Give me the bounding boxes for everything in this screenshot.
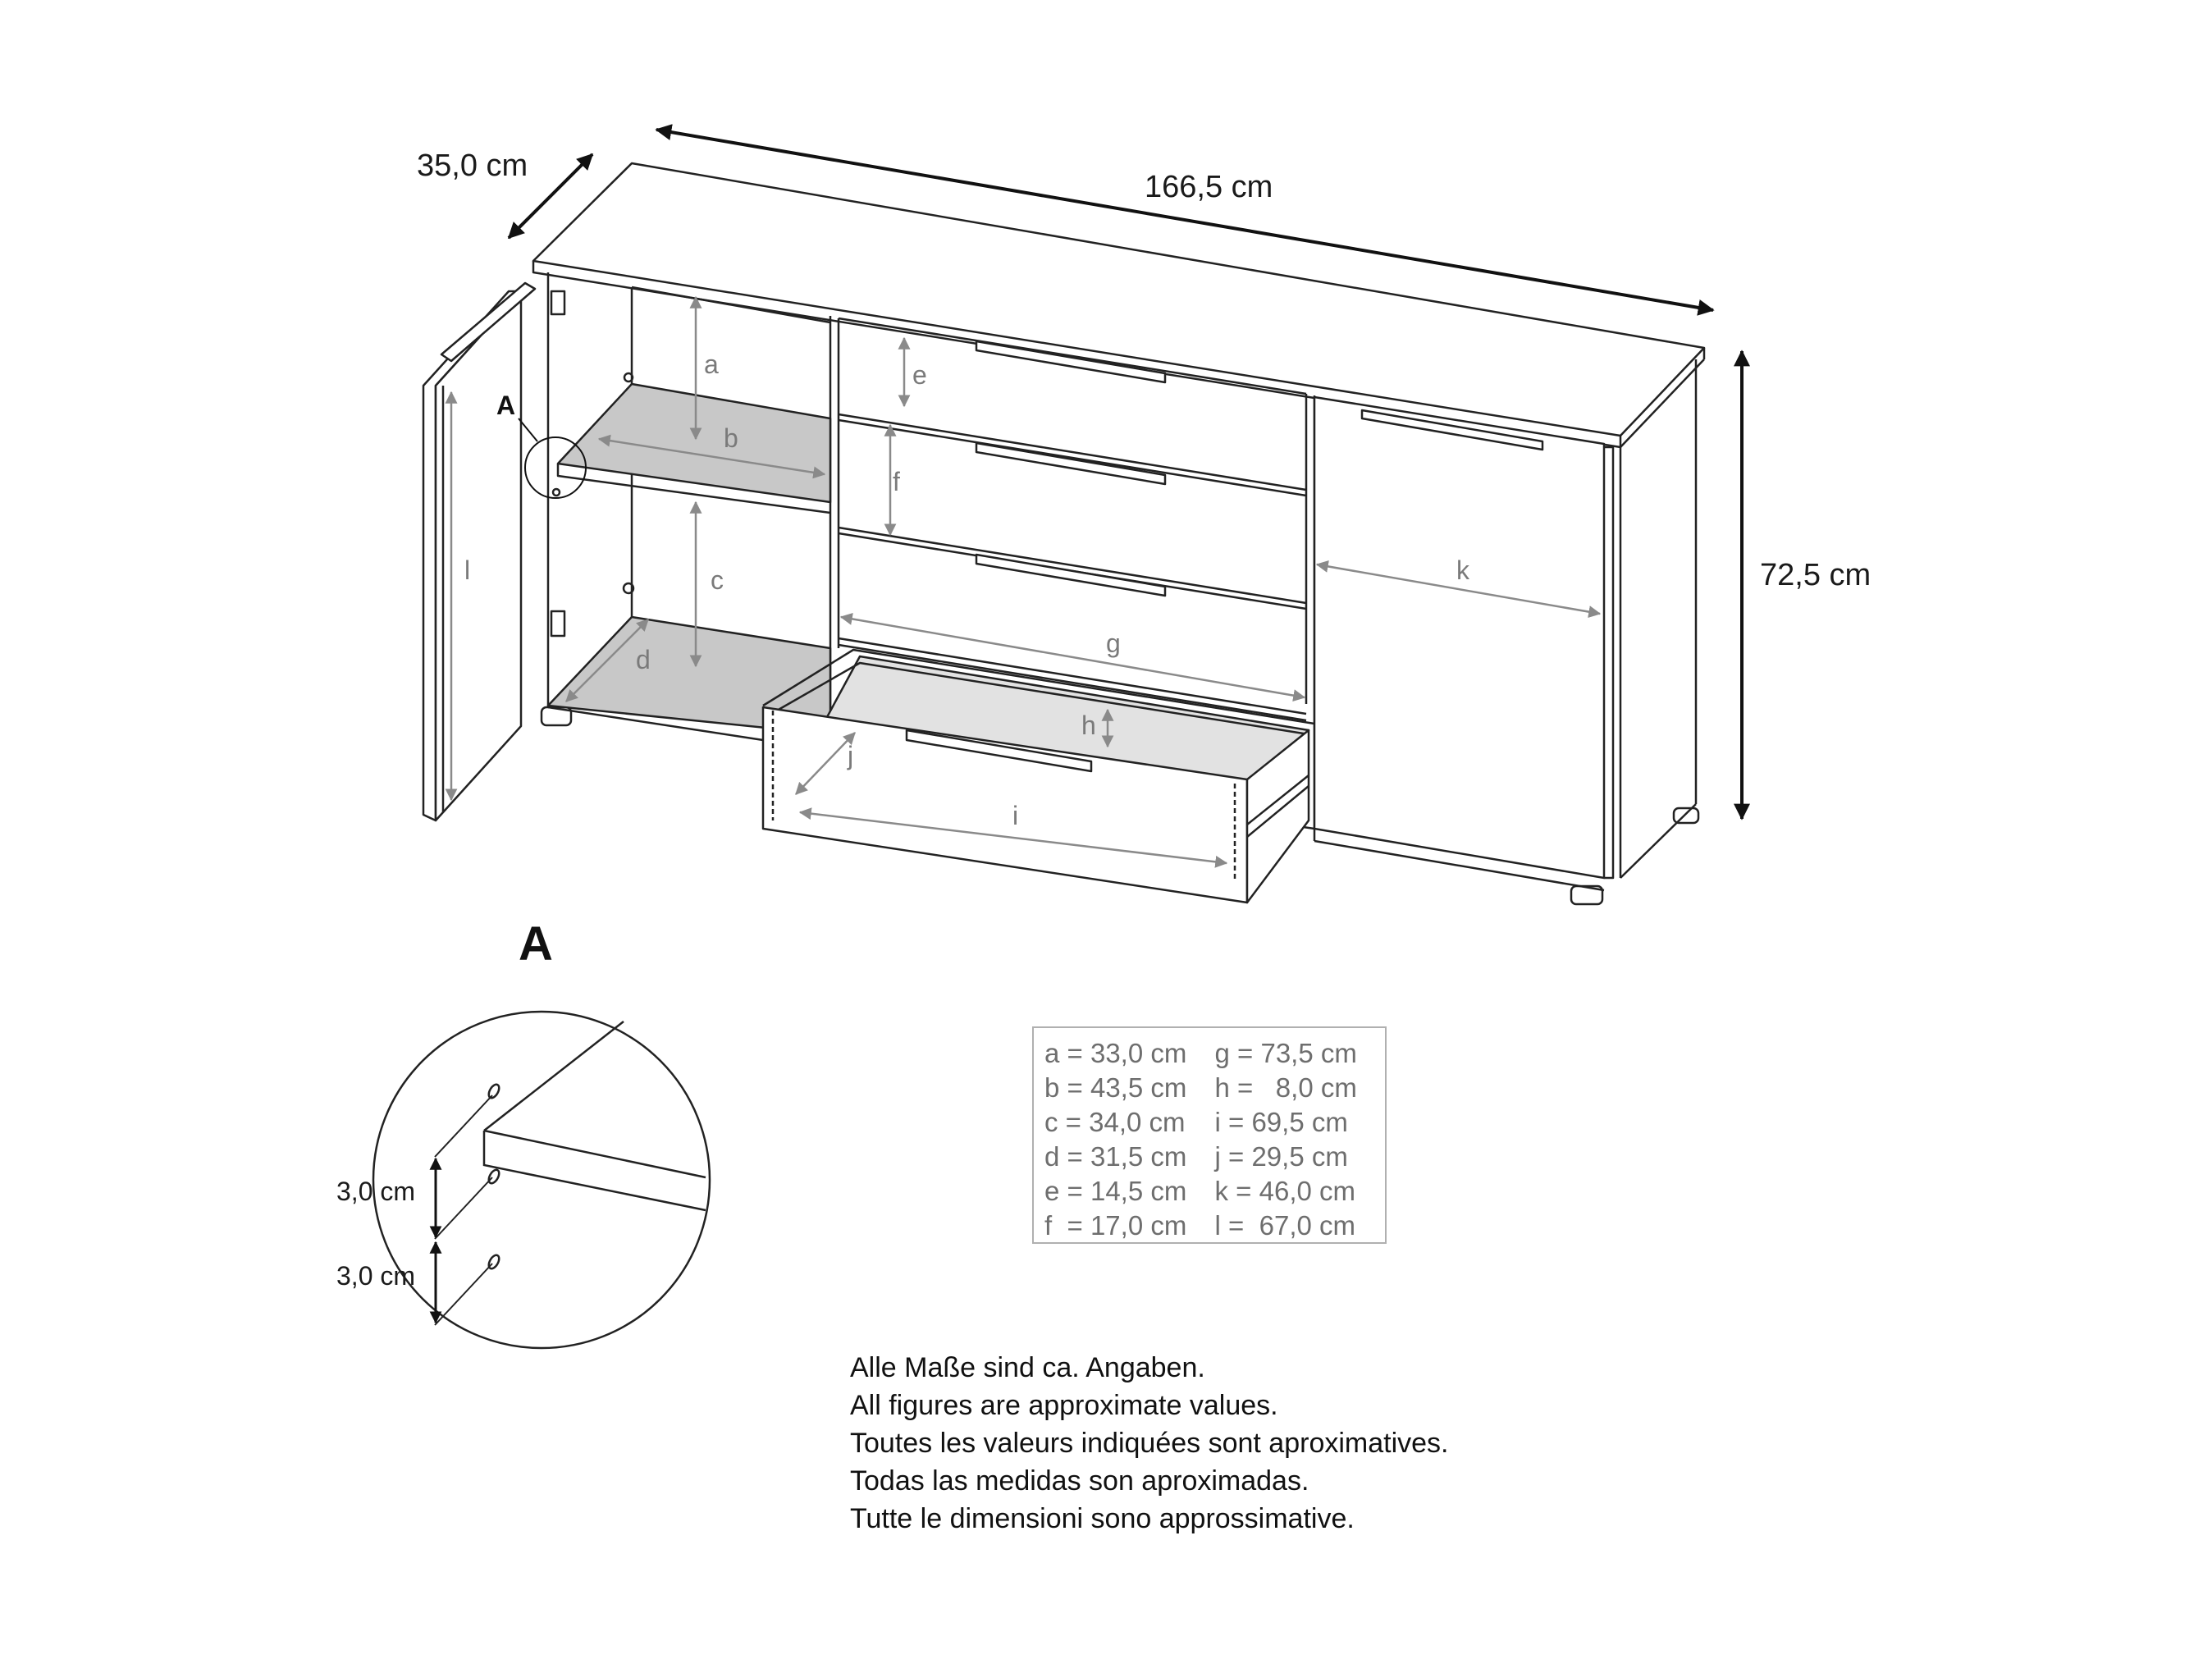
detail-circle (373, 1012, 710, 1348)
label-i: i (1012, 801, 1019, 830)
label-c: c (711, 565, 724, 595)
legend-entry: i = 69,5 cm (1214, 1107, 1348, 1137)
label-l: l (464, 555, 471, 585)
label-g: g (1106, 628, 1121, 658)
callout-a-label: A (496, 391, 516, 420)
top-panel (533, 163, 1704, 436)
note-german: Alle Maße sind ca. Angaben. (850, 1352, 1205, 1383)
legend-entry: f = 17,0 cm (1044, 1210, 1187, 1241)
dimension-legend (1032, 1026, 1387, 1244)
legend-entry: k = 46,0 cm (1214, 1176, 1355, 1206)
label-d: d (636, 645, 651, 674)
legend-row (1044, 1038, 1385, 1072)
legend-entry: h = 8,0 cm (1214, 1072, 1357, 1103)
depth-label: 35,0 cm (417, 149, 528, 183)
right-door (1314, 397, 1604, 878)
label-b: b (724, 423, 738, 453)
label-k: k (1456, 555, 1469, 585)
note-french: Toutes les valeurs indiquées sont aproximatives. (850, 1428, 1449, 1459)
detail-dim-upper: 3,0 cm (336, 1177, 416, 1206)
legend-entry: l = 67,0 cm (1214, 1210, 1355, 1241)
legend-row (1044, 1072, 1385, 1107)
legend-entry: a = 33,0 cm (1044, 1038, 1187, 1068)
label-a: a (704, 350, 719, 379)
legend-entry: d = 31,5 cm (1044, 1141, 1187, 1172)
detail-dim-lower: 3,0 cm (336, 1261, 416, 1291)
height-label: 72,5 cm (1760, 558, 1872, 592)
detail-title: A (519, 917, 553, 971)
legend-entry: g = 73,5 cm (1214, 1038, 1357, 1068)
hinge-lower (551, 611, 564, 636)
note-spanish: Todas las medidas son aproximadas. (850, 1465, 1309, 1497)
legend-row (1044, 1141, 1385, 1176)
legend-entry: j = 29,5 cm (1214, 1141, 1348, 1172)
upper-shelf (558, 384, 830, 502)
legend-row (1044, 1107, 1385, 1141)
width-label: 166,5 cm (1145, 170, 1273, 204)
label-e: e (912, 360, 927, 390)
legend-row (1044, 1210, 1385, 1245)
note-english: All figures are approximate values. (850, 1390, 1278, 1421)
legend-entry: e = 14,5 cm (1044, 1176, 1187, 1206)
label-j: j (848, 741, 854, 770)
legend-row (1044, 1176, 1385, 1210)
label-f: f (893, 467, 900, 496)
detail-view (373, 1012, 710, 1348)
label-h: h (1081, 711, 1096, 740)
legend-entry: c = 34,0 cm (1044, 1107, 1186, 1137)
legend-entry: b = 43,5 cm (1044, 1072, 1187, 1103)
approximation-notes (850, 1352, 1449, 1541)
note-italian: Tutte le dimensioni sono approssimative. (850, 1503, 1355, 1534)
hinge-upper (551, 291, 564, 314)
